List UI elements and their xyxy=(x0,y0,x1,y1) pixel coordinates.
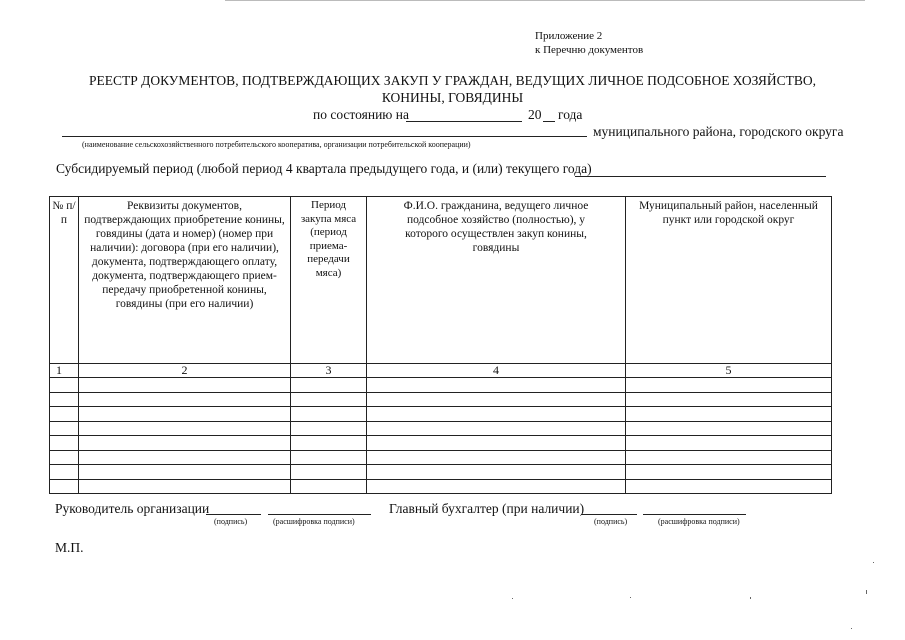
table-header-row xyxy=(50,197,832,364)
table-row[interactable] xyxy=(50,450,832,465)
table-row[interactable] xyxy=(50,479,832,494)
column-number: 3 xyxy=(291,364,367,378)
head-signature-field[interactable] xyxy=(206,514,261,515)
subsidy-period-label: Субсидируемый период (любой период 4 квартала предыдущего года, и (или) текущего года) xyxy=(56,161,592,176)
table-cell[interactable] xyxy=(626,421,832,436)
column-number-row xyxy=(50,364,832,378)
table-cell[interactable] xyxy=(50,407,79,422)
header-purchase-period: Период закупа мяса (период приема-передачи мяса) xyxy=(291,197,367,364)
table-cell[interactable] xyxy=(626,407,832,422)
appendix-line-2: к Перечню документов xyxy=(535,44,644,56)
column-number: 1 xyxy=(50,364,79,378)
column-number: 2 xyxy=(79,364,291,378)
table-cell[interactable] xyxy=(50,465,79,480)
organization-name-field[interactable] xyxy=(62,136,587,137)
table-cell[interactable] xyxy=(79,378,291,393)
table-row[interactable] xyxy=(50,407,832,422)
head-decoding-hint: (расшифровка подписи) xyxy=(273,517,355,526)
table-cell[interactable] xyxy=(79,421,291,436)
as-of-year-field[interactable] xyxy=(543,121,555,122)
as-of-suffix: года xyxy=(558,107,583,122)
table-cell[interactable] xyxy=(367,378,626,393)
table-cell[interactable] xyxy=(367,465,626,480)
table-cell[interactable] xyxy=(367,407,626,422)
scan-speck xyxy=(851,628,852,629)
scan-speck xyxy=(866,590,867,594)
table-cell[interactable] xyxy=(79,465,291,480)
table-cell[interactable] xyxy=(626,378,832,393)
table-cell[interactable] xyxy=(626,479,832,494)
table-cell[interactable] xyxy=(626,392,832,407)
top-edge-rule xyxy=(225,0,865,1)
district-label: муниципального района, городского округа xyxy=(593,124,844,139)
table-cell[interactable] xyxy=(291,421,367,436)
accountant-signature-hint: (подпись) xyxy=(594,517,628,526)
table-cell[interactable] xyxy=(291,407,367,422)
table-cell[interactable] xyxy=(291,378,367,393)
table-cell[interactable] xyxy=(367,421,626,436)
table-cell[interactable] xyxy=(291,450,367,465)
table-cell[interactable] xyxy=(50,421,79,436)
registry-table xyxy=(49,196,832,494)
table-cell[interactable] xyxy=(367,392,626,407)
header-citizen-name: Ф.И.О. гражданина, ведущего личное подсобное хозяйство (полностью), у которого осуществлен закуп конины, говядины xyxy=(367,197,626,364)
table-row[interactable] xyxy=(50,465,832,480)
head-of-organization-label: Руководитель организации xyxy=(55,501,210,516)
as-of-year-prefix: 20 xyxy=(528,107,542,122)
table-cell[interactable] xyxy=(50,450,79,465)
head-decoding-field[interactable] xyxy=(268,514,371,515)
table-cell[interactable] xyxy=(50,392,79,407)
table-cell[interactable] xyxy=(79,479,291,494)
accountant-decoding-field[interactable] xyxy=(643,514,746,515)
head-signature-hint: (подпись) xyxy=(214,517,248,526)
as-of-date-field[interactable] xyxy=(406,121,522,122)
table-cell[interactable] xyxy=(367,479,626,494)
table-cell[interactable] xyxy=(50,436,79,451)
table-cell[interactable] xyxy=(367,436,626,451)
document-title-line-2: КОНИНЫ, ГОВЯДИНЫ xyxy=(381,90,524,105)
table-cell[interactable] xyxy=(291,465,367,480)
table-row[interactable] xyxy=(50,421,832,436)
appendix-line-1: Приложение 2 xyxy=(535,30,603,42)
table-cell[interactable] xyxy=(291,436,367,451)
column-number: 4 xyxy=(367,364,626,378)
table-row[interactable] xyxy=(50,392,832,407)
table-cell[interactable] xyxy=(50,378,79,393)
table-row[interactable] xyxy=(50,436,832,451)
table-cell[interactable] xyxy=(79,392,291,407)
table-cell[interactable] xyxy=(291,392,367,407)
table-cell[interactable] xyxy=(79,407,291,422)
subsidy-period-field[interactable] xyxy=(575,176,826,177)
table-cell[interactable] xyxy=(291,479,367,494)
column-number: 5 xyxy=(626,364,832,378)
table-cell[interactable] xyxy=(626,436,832,451)
accountant-decoding-hint: (расшифровка подписи) xyxy=(658,517,740,526)
scan-speck xyxy=(630,597,631,598)
table-cell[interactable] xyxy=(626,465,832,480)
scan-speck xyxy=(750,597,751,599)
header-municipality: Муниципальный район, населенный пункт или городской округ xyxy=(626,197,832,364)
stamp-placeholder: М.П. xyxy=(55,540,84,555)
table-row[interactable] xyxy=(50,378,832,393)
accountant-signature-field[interactable] xyxy=(581,514,637,515)
document-title-line-1: РЕЕСТР ДОКУМЕНТОВ, ПОДТВЕРЖДАЮЩИХ ЗАКУП У ГРАЖДАН, ВЕДУЩИХ ЛИЧНОЕ ПОДСОБНОЕ ХОЗЯЙСТВО, xyxy=(88,73,817,88)
scan-speck xyxy=(873,562,874,563)
scan-speck xyxy=(512,598,513,599)
header-number: № п/п xyxy=(50,197,79,364)
table-cell[interactable] xyxy=(367,450,626,465)
organization-hint: (наименование сельскохозяйственного потребительского кооператива, организации потребительской кооперации) xyxy=(82,140,471,149)
chief-accountant-label: Главный бухгалтер (при наличии) xyxy=(389,501,585,516)
table-cell[interactable] xyxy=(626,450,832,465)
as-of-label: по состоянию на xyxy=(313,107,409,122)
header-document-details: Реквизиты документов, подтверждающих приобретение конины, говядины (дата и номер) (номер при наличии): договора (при его наличии), документа, подтверждающего оплату, документа, подтверждающего прием-передачу приобретенной конины, говядины (при его наличии) xyxy=(79,197,291,364)
table-cell[interactable] xyxy=(79,450,291,465)
table-cell[interactable] xyxy=(79,436,291,451)
table-cell[interactable] xyxy=(50,479,79,494)
